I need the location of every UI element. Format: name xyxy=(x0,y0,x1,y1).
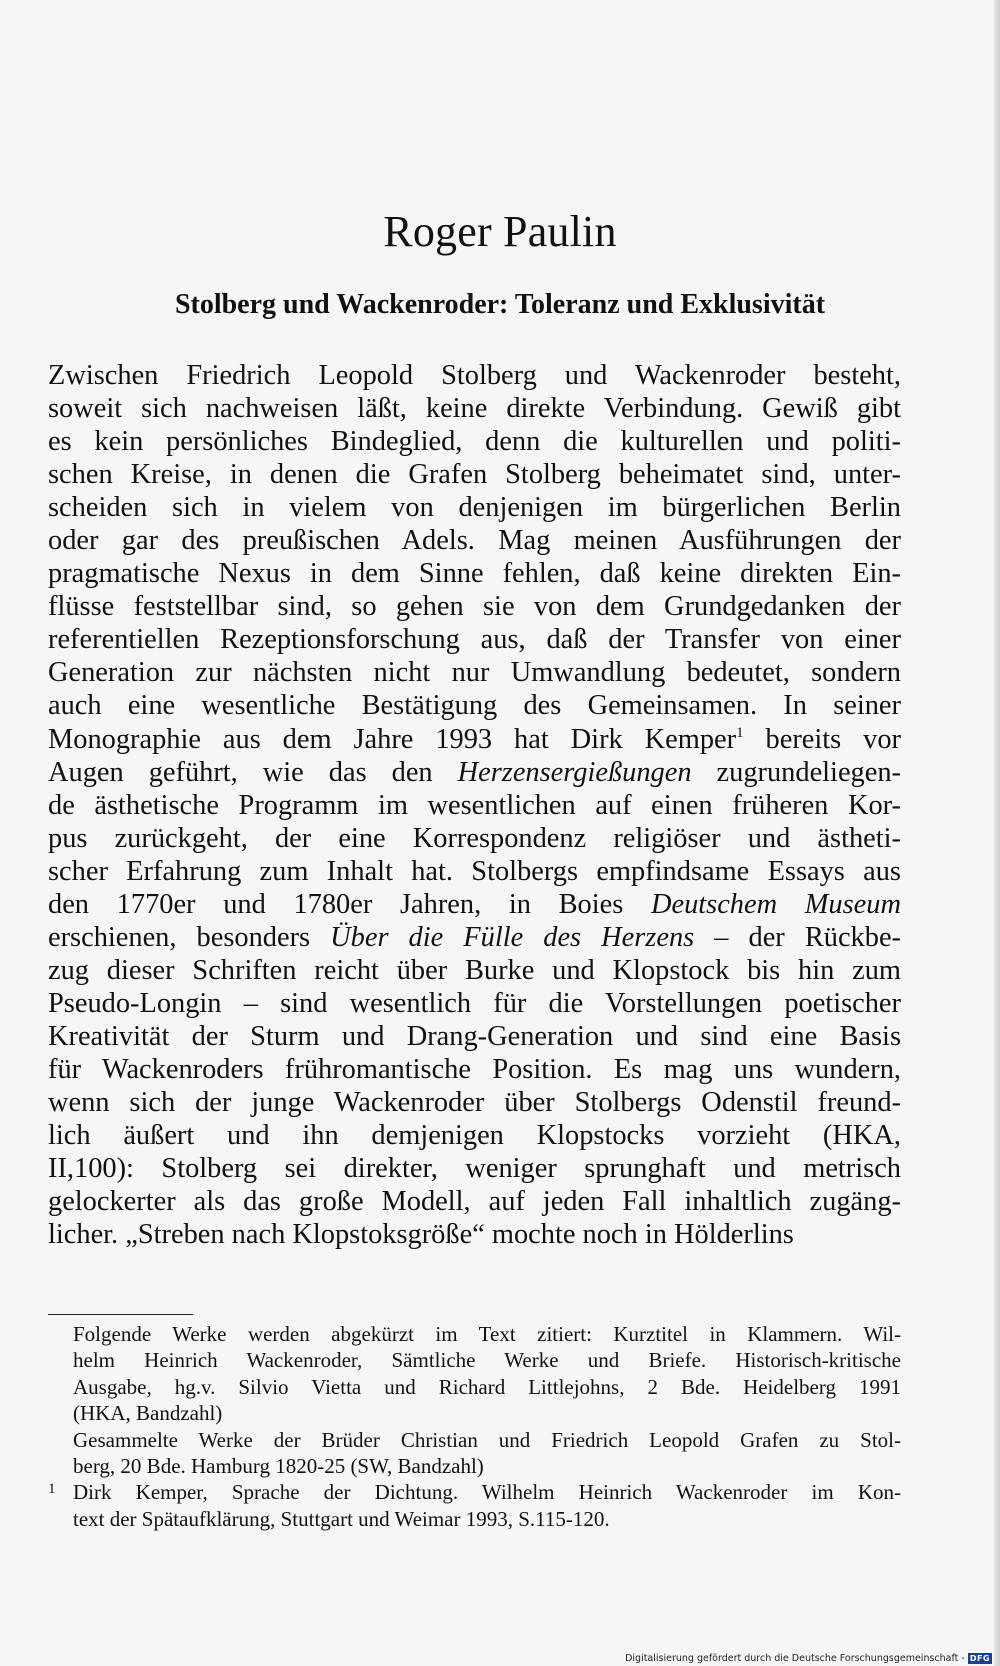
footnote-line: Ausgabe, hg.v. Silvio Vietta und Richard Littlejohns, 2 Bde. Heidelberg 1991 xyxy=(73,1374,901,1399)
footnote-abbreviations xyxy=(48,1321,901,1427)
italic-title: Deutschem Museum xyxy=(650,888,901,920)
body-line: de ästhetische Programm im wesentlichen auf einen früheren Kor- xyxy=(48,789,901,821)
body-line: erschienen, besonders Über die Fülle des Herzens – der Rückbe- xyxy=(48,921,901,953)
body-line: pus zurückgeht, der eine Korrespondenz religiöser und ästheti- xyxy=(48,822,901,854)
body-text xyxy=(48,359,901,1251)
footnote-line: helm Heinrich Wackenroder, Sämtliche Werke und Briefe. Historisch-kritische xyxy=(73,1348,901,1373)
footnote-1 xyxy=(48,1479,901,1532)
article-title: Stolberg und Wackenroder: Toleranz und Exklusivität xyxy=(174,289,826,320)
footnote-line: berg, 20 Bde. Hamburg 1820-25 (SW, Bandzahl) xyxy=(73,1453,484,1478)
body-line: wenn sich der junge Wackenroder über Stolbergs Odenstil freund- xyxy=(48,1087,901,1119)
body-line: Generation zur nächsten nicht nur Umwandlung bedeutet, sondern xyxy=(48,657,901,689)
body-line: es kein persönliches Bindeglied, denn die kulturellen und politi- xyxy=(48,426,901,458)
credit-text: Digitalisierung gefördert durch die Deutsche Forschungsgemeinschaft - xyxy=(625,1653,965,1664)
footnote-separator xyxy=(48,1314,193,1315)
italic-title: Herzensergießungen xyxy=(457,756,692,788)
author-name: Roger Paulin xyxy=(383,207,617,256)
body-line: auch eine wesentliche Bestätigung des Gemeinsamen. In seiner xyxy=(48,690,901,722)
body-line: den 1770er und 1780er Jahren, in Boies Deutschem Museum xyxy=(48,888,901,920)
footnote-line: (HKA, Bandzahl) xyxy=(73,1401,223,1426)
footnote-line: text der Spätaufklärung, Stuttgart und Weimar 1993, S.115-120. xyxy=(73,1506,610,1531)
body-line: Pseudo-Longin – sind wesentlich für die Vorstellungen poetischer xyxy=(48,987,901,1019)
body-line: für Wackenroders frühromantische Position. Es mag uns wundern, xyxy=(48,1053,901,1085)
body-line: II,100): Stolberg sei direkter, weniger sprunghaft und metrisch xyxy=(48,1153,901,1185)
body-line: oder gar des preußischen Adels. Mag meinen Ausführungen der xyxy=(48,525,901,557)
body-line: scheiden sich in vielem von denjenigen im bürgerlichen Berlin xyxy=(48,492,901,524)
body-line: Zwischen Friedrich Leopold Stolberg und Wackenroder besteht, xyxy=(48,360,901,391)
body-line: schen Kreise, in denen die Grafen Stolberg beheimatet sind, unter- xyxy=(48,459,901,491)
body-line: licher. „Streben nach Klopstoksgröße“ mochte noch in Hölderlins xyxy=(48,1219,794,1251)
body-line: lich äußert und ihn demjenigen Klopstocks vorzieht (HKA, xyxy=(48,1120,901,1152)
body-line: Augen geführt, wie das den Herzensergießungen zugrundeliegen- xyxy=(48,756,901,788)
footnote-1-marker: 1 xyxy=(48,1481,56,1498)
footnote-line: Folgende Werke werden abgekürzt im Text zitiert: Kurztitel in Klammern. Wil- xyxy=(73,1322,901,1346)
body-line: zug dieser Schriften reicht über Burke und Klopstock bis hin zum xyxy=(48,954,901,986)
footnotes xyxy=(48,1321,901,1532)
dfg-logo: DFG xyxy=(969,1654,990,1663)
body-line: pragmatische Nexus in dem Sinne fehlen, daß keine direkten Ein- xyxy=(48,558,901,590)
digitization-credit xyxy=(625,1653,992,1664)
body-line: flüsse feststellbar sind, so gehen sie von dem Grundgedanken der xyxy=(48,591,901,623)
body-line: gelockerter als das große Modell, auf jeden Fall inhaltlich zugäng- xyxy=(48,1186,901,1218)
body-line: scher Erfahrung zum Inhalt hat. Stolbergs empfindsame Essays aus xyxy=(48,855,901,887)
footnote-line: Dirk Kemper, Sprache der Dichtung. Wilhelm Heinrich Wackenroder im Kon- xyxy=(73,1480,901,1505)
footnote-abbreviations-continued xyxy=(48,1427,901,1480)
body-line: soweit sich nachweisen läßt, keine direkte Verbindung. Gewiß gibt xyxy=(48,393,901,425)
footnote-line: Gesammelte Werke der Brüder Christian und Friedrich Leopold Grafen zu Stol- xyxy=(73,1427,901,1452)
italic-title: Über die Fülle des Herzens xyxy=(330,921,695,953)
body-line: Monographie aus dem Jahre 1993 hat Dirk Kemper$^1$ bereits vor xyxy=(48,723,902,755)
body-line: referentiellen Rezeptionsforschung aus, daß der Transfer von einer xyxy=(48,624,901,656)
body-line: Kreativität der Sturm und Drang-Generation und sind eine Basis xyxy=(48,1020,901,1052)
footnote-reference: 1 xyxy=(736,724,744,741)
